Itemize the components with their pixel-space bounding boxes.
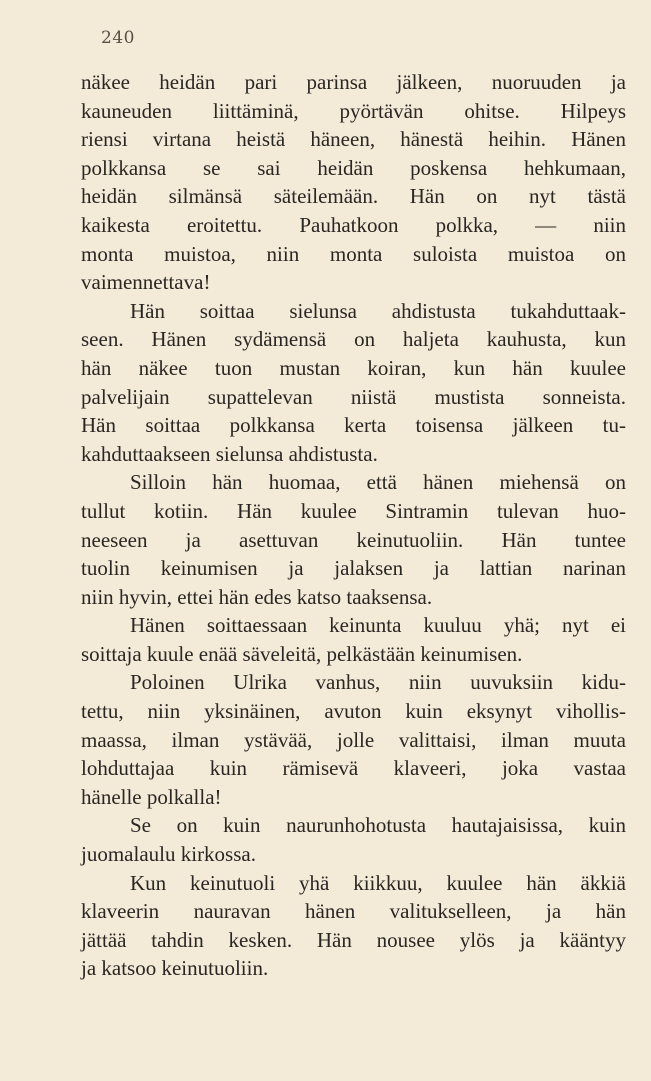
text-line: kauneuden liittäminä, pyörtävän ohitse. Hilpeys <box>81 98 626 123</box>
text-line: Silloin hän huomaa, että hänen miehensä on <box>130 470 626 495</box>
text-line: riensi virtana heistä häneen, hänestä heihin. Hänen <box>81 127 626 152</box>
text-line: juomalaulu kirkossa. <box>81 842 256 867</box>
text-line: monta muistoa, niin monta suloista muistoa on <box>81 241 626 266</box>
text-line: jättää tahdin kesken. Hän nousee ylös ja kääntyy <box>81 927 626 952</box>
text-line: maassa, ilman ystävää, jolle valittaisi, ilman muuta <box>81 727 626 752</box>
text-line: heidän silmänsä säteilemään. Hän on nyt tästä <box>81 184 626 209</box>
text-line: Se on kuin naurunhohotusta hautajaisissa, kuin <box>130 813 626 838</box>
text-line: Hän soittaa sielunsa ahdistusta tukahduttaak- <box>130 298 626 323</box>
text-line: kahduttaakseen sielunsa ahdistusta. <box>81 441 378 466</box>
text-line: kaikesta eroitettu. Pauhatkoon polkka, — niin <box>81 212 626 237</box>
text-line: soittaja kuule enää säveleitä, pelkästään keinumisen. <box>81 641 523 666</box>
text-line: hän näkee tuon mustan koiran, kun hän kuulee <box>81 355 626 380</box>
text-line: näkee heidän pari parinsa jälkeen, nuoruuden ja <box>81 70 626 94</box>
text-line: palvelijain supattelevan niistä mustista sonneista. <box>81 384 626 409</box>
text-line: tettu, niin yksinäinen, avuton kuin eksynyt vihollis- <box>81 699 626 724</box>
text-line: Poloinen Ulrika vanhus, niin uuvuksiin kidu- <box>130 670 626 695</box>
text-line: neeseen ja asettuvan keinutuoliin. Hän tuntee <box>81 527 626 552</box>
text-line: Kun keinutuoli yhä kiikkuu, kuulee hän äkkiä <box>130 870 626 895</box>
page-number: 240 <box>101 28 135 48</box>
text-line: tullut kotiin. Hän kuulee Sintramin tulevan huo- <box>81 498 626 523</box>
text-line: hänelle polkalla! <box>81 784 222 809</box>
text-line: Hän soittaa polkkansa kerta toisensa jälkeen tu- <box>81 413 626 438</box>
text-line: niin hyvin, ettei hän edes katso taaksensa. <box>81 584 433 609</box>
text-line: Hänen soittaessaan keinunta kuuluu yhä; nyt ei <box>130 613 626 638</box>
text-line: polkkansa se sai heidän poskensa hehkumaan, <box>81 155 626 180</box>
text-line: ja katsoo keinutuoliin. <box>81 956 269 981</box>
text-line: klaveerin nauravan hänen valitukselleen, ja hän <box>81 899 626 924</box>
text-line: lohduttajaa kuin rämisevä klaveeri, joka vastaa <box>81 756 626 781</box>
text-line: vaimennettava! <box>81 270 211 295</box>
body-text <box>81 68 626 983</box>
text-line: tuolin keinumisen ja jalaksen ja lattian narinan <box>81 556 626 581</box>
text-line: seen. Hänen sydämensä on haljeta kauhusta, kun <box>81 327 626 352</box>
